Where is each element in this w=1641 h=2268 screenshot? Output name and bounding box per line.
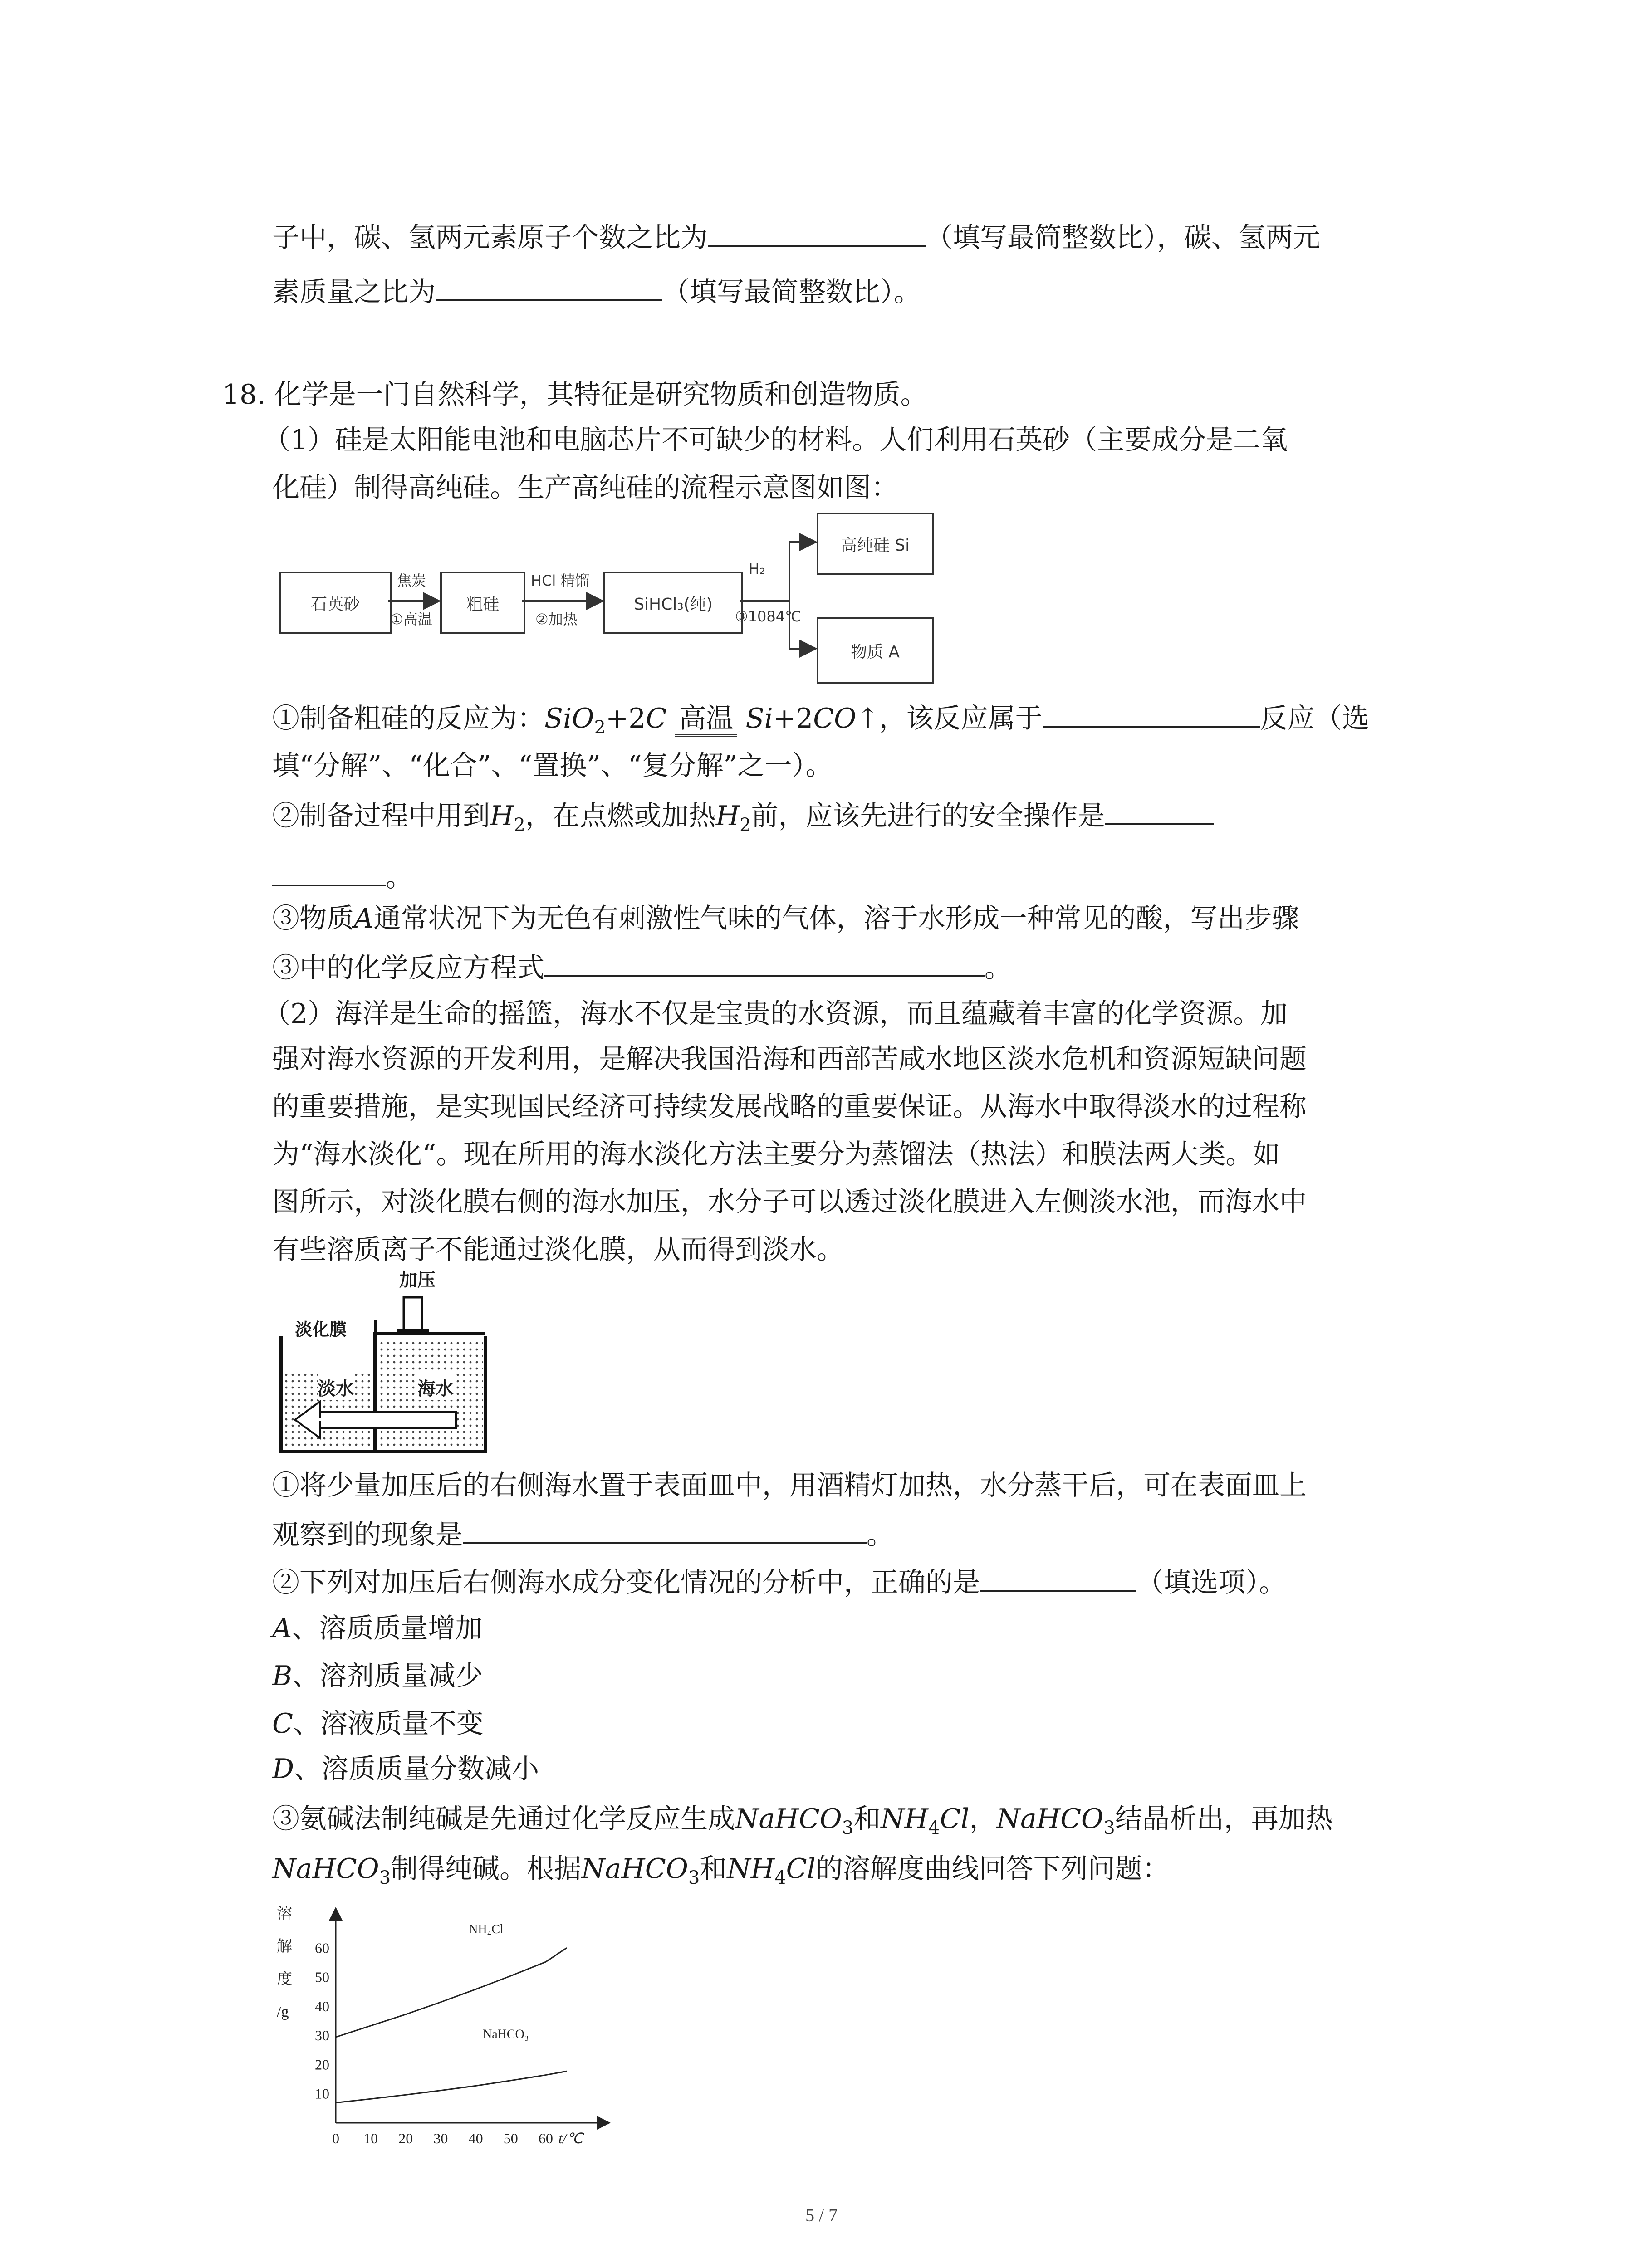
sub2-text: 。 <box>386 861 413 893</box>
formula: Cl <box>940 1803 970 1835</box>
option-letter: A <box>272 1613 292 1644</box>
option-b[interactable] <box>272 1658 483 1694</box>
t1-line2 <box>272 1515 894 1553</box>
sub2-text: ，在点燃或加热 <box>525 800 716 832</box>
chart-svg <box>272 1901 617 2155</box>
formula-subscript: 4 <box>928 1818 940 1838</box>
formula-subscript: 3 <box>842 1818 854 1838</box>
option-c[interactable] <box>272 1706 484 1742</box>
series-label: NH₄Cl <box>469 1922 504 1937</box>
formula-subscript: 2 <box>740 815 751 836</box>
y-tick-label: 50 <box>315 1969 329 1985</box>
y-axis-label-char: 度 <box>277 1971 292 1988</box>
answer-blank[interactable] <box>544 948 985 977</box>
sub1-text: ↑，该反应属于 <box>856 703 1043 734</box>
sub3-line1 <box>272 900 1299 937</box>
label-fresh-water: 淡水 <box>318 1374 354 1400</box>
flow-box-sihcl3: SiHCl₃(纯) <box>603 572 743 634</box>
label-sea-water: 海水 <box>417 1374 454 1400</box>
part2-line4: 为“海水淡化“。现在所用的海水淡化方法主要分为蒸馏法（热法）和膜法两大类。如 <box>272 1139 1280 1170</box>
sub3-text: 通常状况下为无色有刺激性气味的气体，溶于水形成一种常见的酸，写出步骤 <box>373 903 1299 934</box>
formula: C <box>646 703 667 734</box>
flow-box-substance-a: 物质 A <box>817 617 934 684</box>
y-tick-label: 40 <box>315 1998 329 2014</box>
y-tick-label: 60 <box>315 1940 329 1956</box>
x-tick-label: 30 <box>433 2130 448 2146</box>
formula: A <box>354 903 374 934</box>
question-number: 18. <box>222 379 266 411</box>
option-text: 、溶质质量增加 <box>292 1613 483 1644</box>
series-line-nahco3 <box>336 2071 567 2102</box>
option-letter: C <box>272 1708 293 1740</box>
flow-box-crude-si: 粗硅 <box>440 572 525 634</box>
option-d[interactable] <box>272 1751 539 1787</box>
y-tick-label: 30 <box>315 2027 329 2044</box>
y-axis-label-char: 溶 <box>277 1906 292 1922</box>
sub2-text: ②制备过程中用到 <box>272 800 490 832</box>
x-tick-label: 0 <box>332 2130 339 2146</box>
t2-text: （填选项）。 <box>1136 1567 1286 1598</box>
q17-text: 素质量之比为 <box>272 276 436 308</box>
reaction-condition: 高温 <box>675 703 737 737</box>
flow-box-pure-si: 高纯硅 Si <box>817 513 934 575</box>
sub3-line2 <box>272 948 1012 986</box>
part2-line6: 有些溶质离子不能通过淡化膜，从而得到淡水。 <box>272 1234 844 1266</box>
option-text: 、溶质质量分数减小 <box>294 1753 539 1785</box>
sub2-line1 <box>272 796 1214 834</box>
formula-subscript: 2 <box>594 717 606 738</box>
q18-intro <box>222 376 928 413</box>
sub2-line2 <box>272 857 413 895</box>
y-axis-label-char: 解 <box>277 1938 292 1955</box>
t3-line2 <box>272 1851 1170 1887</box>
formula: Si <box>745 703 773 734</box>
label-pressure: 加压 <box>399 1270 436 1290</box>
formula-subscript: 3 <box>688 1867 700 1888</box>
x-tick-label: 10 <box>363 2130 378 2146</box>
question-intro: 化学是一门自然科学，其特征是研究物质和创造物质。 <box>274 379 928 411</box>
sub1-text: ①制备粗硅的反应为： <box>272 703 544 734</box>
flow-label-high-temp: ①高温 <box>390 611 432 628</box>
part1-line1: （1）硅是太阳能电池和电脑芯片不可缺少的材料。人们利用石英砂（主要成分是二氧 <box>263 424 1288 456</box>
option-a[interactable] <box>272 1610 482 1647</box>
formula-subscript: 3 <box>1103 1818 1115 1838</box>
formula: CO <box>813 703 857 734</box>
x-tick-label: 50 <box>503 2130 518 2146</box>
option-text: 、溶液质量不变 <box>293 1708 484 1740</box>
x-tick-label: 40 <box>468 2130 483 2146</box>
t3-text: 的溶解度曲线回答下列问题： <box>815 1853 1170 1885</box>
part2-line3: 的重要措施，是实现国民经济可持续发展战略的重要保证。从海水中取得淡水的过程称 <box>272 1091 1307 1123</box>
t1-text: 观察到的现象是 <box>272 1519 463 1551</box>
page-number: 5 / 7 <box>805 2205 838 2225</box>
formula-subscript: 2 <box>514 815 525 836</box>
formula-subscript: 4 <box>774 1867 786 1888</box>
option-text: 、溶剂质量减少 <box>292 1660 483 1692</box>
flow-label-h2: H₂ <box>749 560 765 577</box>
answer-blank[interactable] <box>980 1563 1136 1592</box>
q17-text: （填写最简整数比）。 <box>662 276 921 308</box>
series-line-nh4cl <box>336 1948 567 2037</box>
sub1-text: 反应（选 <box>1260 703 1369 734</box>
q17-line2 <box>272 272 921 310</box>
q17-text: （填写最简整数比），碳、氢两元 <box>926 222 1320 254</box>
formula: SiO <box>544 703 594 734</box>
formula: NaHCO <box>272 1853 379 1885</box>
y-axis-label-char: /g <box>277 2004 289 2020</box>
t3-text: 结晶析出，再加热 <box>1115 1803 1333 1835</box>
option-letter: B <box>272 1660 293 1692</box>
flow-label-heat: ②加热 <box>535 611 578 628</box>
formula: +2 <box>605 703 646 734</box>
desalination-diagram <box>272 1266 499 1456</box>
t2-line <box>272 1563 1286 1601</box>
answer-blank[interactable] <box>708 218 926 247</box>
formula: NaHCO <box>735 1803 842 1835</box>
flow-label-hcl: HCl 精馏 <box>531 572 590 589</box>
formula-subscript: 3 <box>379 1867 391 1888</box>
silicon-flow-diagram <box>272 513 910 694</box>
answer-blank[interactable] <box>272 857 386 886</box>
solubility-chart <box>272 1901 617 2155</box>
label-membrane: 淡化膜 <box>295 1315 347 1340</box>
t3-text: 和 <box>700 1853 727 1885</box>
answer-blank[interactable] <box>1105 796 1214 825</box>
sub2-text: 前，应该先进行的安全操作是 <box>751 800 1105 832</box>
flow-label-1084c: ③1084℃ <box>735 608 802 625</box>
option-letter: D <box>272 1753 294 1785</box>
part2-line5: 图所示，对淡化膜右侧的海水加压，水分子可以透过淡化膜进入左侧淡水池，而海水中 <box>272 1186 1307 1218</box>
q17-line1 <box>272 218 1320 256</box>
x-tick-label: 20 <box>398 2130 413 2146</box>
t2-text: ②下列对加压后右侧海水成分变化情况的分析中，正确的是 <box>272 1567 980 1598</box>
t3-text: ③氨碱法制纯碱是先通过化学反应生成 <box>272 1803 735 1835</box>
sub3-text: ③中的化学反应方程式 <box>272 952 544 984</box>
answer-blank[interactable] <box>1043 699 1260 728</box>
tank-drawing <box>272 1266 499 1456</box>
y-tick-label: 20 <box>315 2056 329 2073</box>
sub1-line1 <box>272 699 1369 737</box>
t3-line1 <box>272 1801 1333 1837</box>
t3-text: 和 <box>853 1803 881 1835</box>
t1-line1: ①将少量加压后的右侧海水置于表面皿中，用酒精灯加热，水分蒸干后，可在表面皿上 <box>272 1470 1307 1501</box>
t3-text: ， <box>969 1803 997 1835</box>
formula: H <box>715 800 740 832</box>
formula: NaHCO <box>581 1853 688 1885</box>
sub3-text: ③物质 <box>272 903 354 934</box>
part1-line2: 化硅）制得高纯硅。生产高纯硅的流程示意图如图： <box>272 472 898 503</box>
t3-text: 制得纯碱。根据 <box>391 1853 582 1885</box>
answer-blank[interactable] <box>463 1515 867 1544</box>
formula: H <box>490 800 514 832</box>
flow-box-quartz: 石英砂 <box>279 572 392 634</box>
t1-text: 。 <box>867 1519 894 1551</box>
series-label: NaHCO₃ <box>483 2027 529 2042</box>
x-axis-label: t/℃ <box>558 2130 583 2146</box>
flow-arrows <box>272 513 935 694</box>
formula: NH <box>727 1853 775 1885</box>
formula: NH <box>881 1803 928 1835</box>
x-tick-label: 60 <box>538 2130 553 2146</box>
part2-line2: 强对海水资源的开发利用，是解决我国沿海和西部苦咸水地区淡水危机和资源短缺问题 <box>272 1043 1307 1075</box>
formula: Cl <box>786 1853 816 1885</box>
formula: +2 <box>773 703 813 734</box>
flow-label-coke: 焦炭 <box>397 572 426 589</box>
sub3-text: 。 <box>985 952 1012 984</box>
y-tick-label: 10 <box>315 2085 329 2102</box>
sub1-line2: 填“分解”、“化合”、“置换”、“复分解”之一）。 <box>272 750 833 782</box>
formula: NaHCO <box>996 1803 1104 1835</box>
answer-blank[interactable] <box>436 272 662 301</box>
q17-text: 子中，碳、氢两元素原子个数之比为 <box>272 222 708 254</box>
part2-line1: （2）海洋是生命的摇篮，海水不仅是宝贵的水资源，而且蕴藏着丰富的化学资源。加 <box>263 998 1288 1030</box>
